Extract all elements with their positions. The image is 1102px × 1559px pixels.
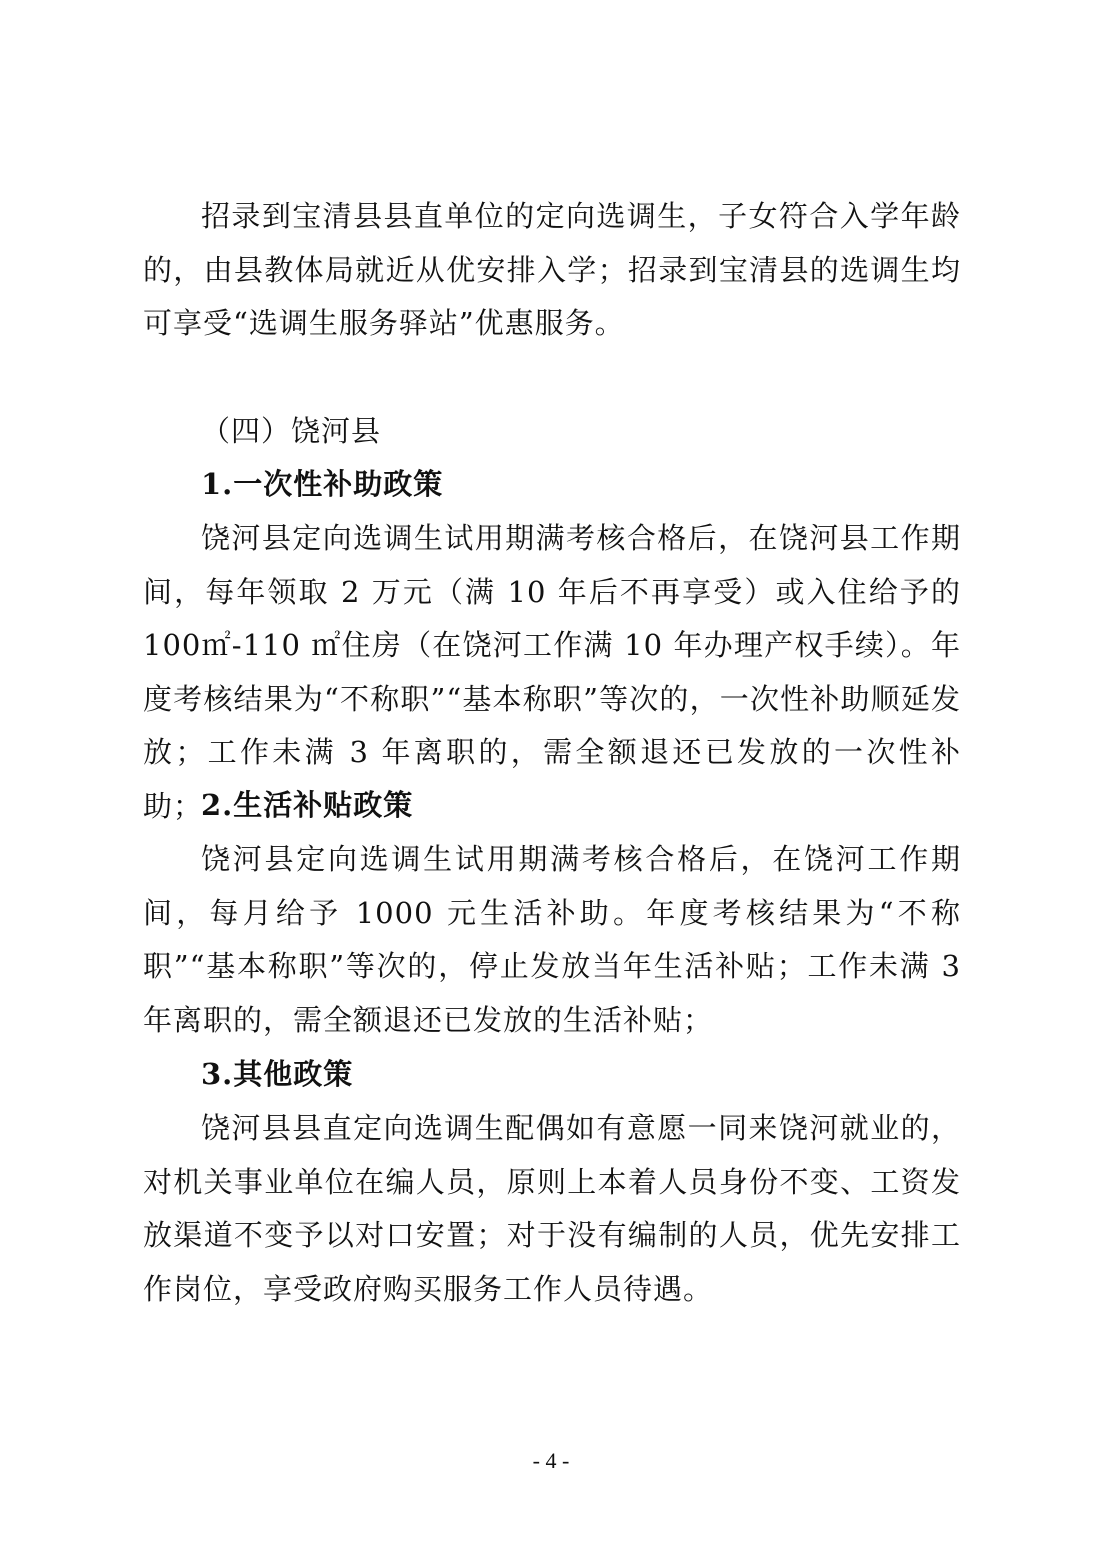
subsection-heading-2: 2.生活补贴政策 [201, 788, 414, 822]
page-number: - 4 - [532, 1448, 570, 1473]
section-title: （四）饶河县 [201, 414, 382, 448]
subsection-body-1: 饶河县定向选调生试用期满考核合格后，在饶河县工作期间，每年领取 2 万元（满 10 年后不再享受）或入住给予的 100㎡-110 ㎡住房（在饶河工作满 10 年办理产权手续）。年度考核结果为“不称职”“基本称职”等次的，一次性补助顺延发放；工作未满 3 年离职的，需全额退还已发放的一次性补助； [143, 521, 961, 823]
intro-paragraph: 招录到宝清县县直单位的定向选调生，子女符合入学年龄的，由县教体局就近从优安排入学；招录到宝清县的选调生均可享受“选调生服务驿站”优惠服务。 [143, 199, 961, 340]
subsection-body-2: 饶河县定向选调生试用期满考核合格后，在饶河工作期间，每月给予 1000 元生活补助。年度考核结果为“不称职”“基本称职”等次的，停止发放当年生活补贴；工作未满 3 年离职的，需全额退还已发放的生活补贴； [143, 842, 961, 1037]
subsection-body-3: 饶河县县直定向选调生配偶如有意愿一同来饶河就业的，对机关事业单位在编人员，原则上本着人员身份不变、工资发放渠道不变予以对口安置；对于没有编制的人员，优先安排工作岗位，享受政府购买服务工作人员待遇。 [143, 1111, 961, 1306]
subsection-heading-1: 1.一次性补助政策 [201, 467, 444, 501]
subsection-heading-3: 3.其他政策 [201, 1057, 354, 1091]
